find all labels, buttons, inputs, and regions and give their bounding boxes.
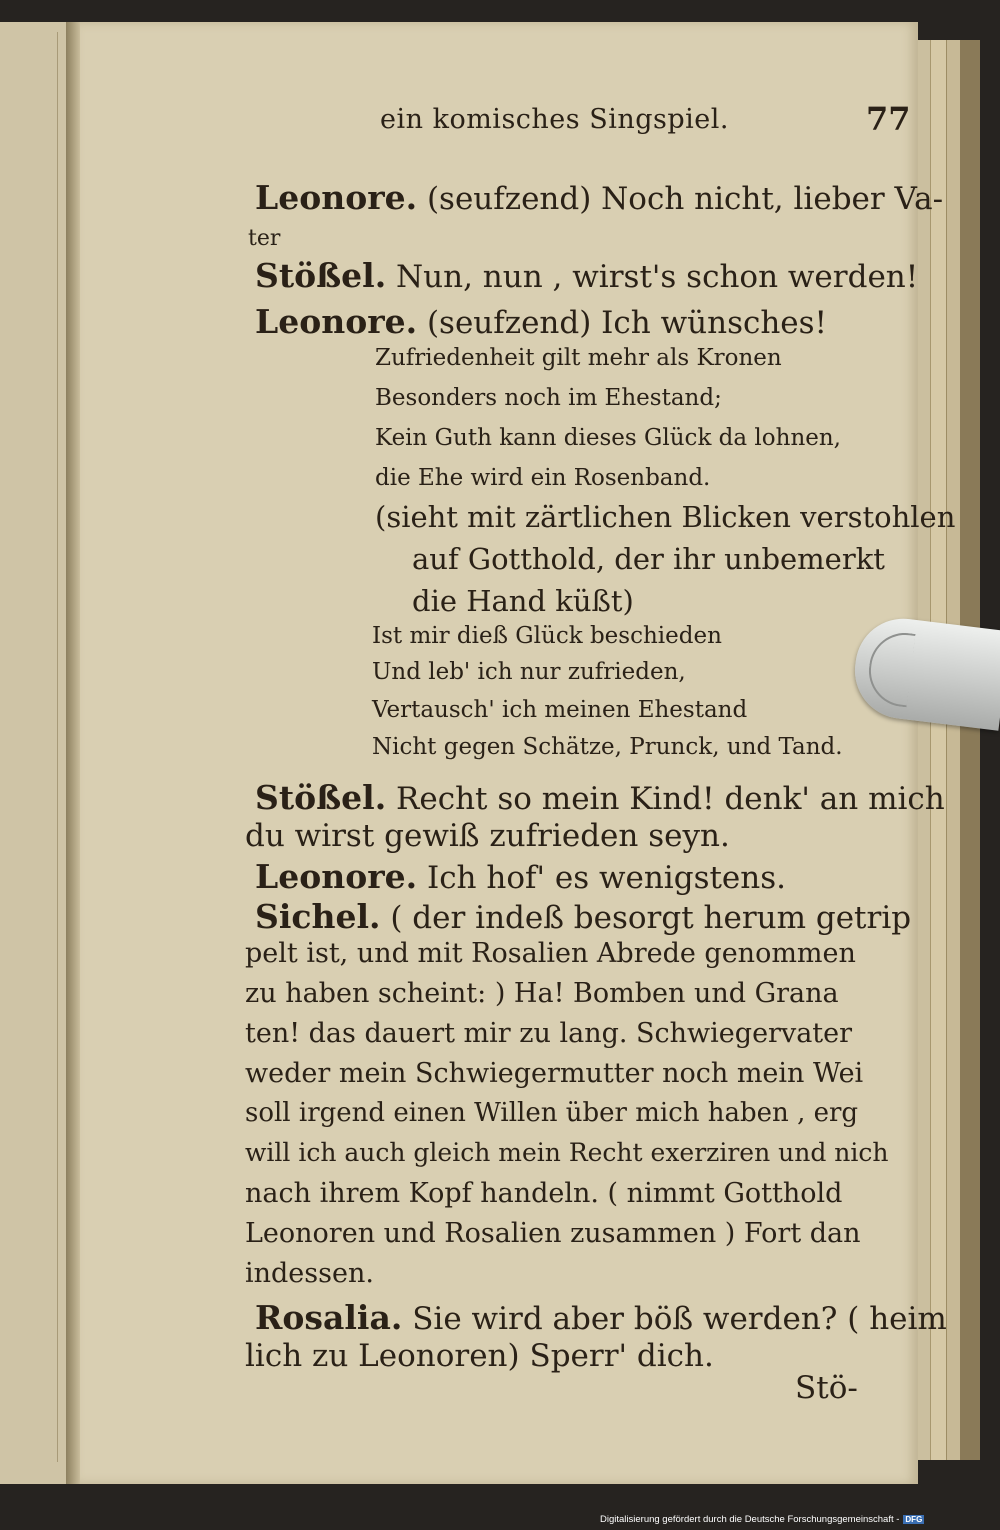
line-text: (seufzend) Ich wünsches! (417, 305, 828, 341)
text-line: ten! das dauert mir zu lang. Schwiegervater (245, 1018, 853, 1049)
text-line (255, 897, 911, 936)
speaker-name: Stößel. (255, 256, 387, 295)
speaker-name: Stößel. (255, 778, 387, 817)
page-number: 77 (866, 100, 911, 138)
text-line: nach ihrem Kopf handeln. ( nimmt Gotthold (245, 1178, 843, 1209)
stage-direction: (sieht mit zärtlichen Blicken verstohlen (375, 500, 956, 534)
text-line: lich zu Leonoren) Sperr' dich. (245, 1338, 714, 1374)
verse-line: Und leb' ich nur zufrieden, (372, 659, 686, 685)
text-line (248, 226, 280, 251)
text-line: zu haben scheint: ) Ha! Bomben und Grana (245, 978, 839, 1009)
verse-line: Nicht gegen Schätze, Prunck, und Tand. (372, 734, 843, 760)
line-text: Sie wird aber böß werden? ( heim (402, 1301, 947, 1337)
catchword: Stö- (795, 1370, 858, 1406)
stage-direction: auf Gotthold, der ihr unbemerkt (412, 542, 885, 576)
line-text: Recht so mein Kind! denk' an mich (386, 781, 945, 817)
speaker-name: Sichel. (255, 897, 381, 936)
text-line: will ich auch gleich mein Recht exerziren und nich (245, 1138, 889, 1167)
text-line: weder mein Schwiegermutter noch mein Wei (245, 1058, 864, 1089)
line-text: Ich hof' es wenigstens. (417, 860, 787, 896)
text-line: indessen. (245, 1258, 374, 1289)
text-line (255, 302, 827, 341)
text-line: du wirst gewiß zufrieden seyn. (245, 818, 730, 854)
speaker-name: Leonore. (255, 302, 418, 341)
text-line (255, 857, 786, 896)
stage-direction: die Hand küßt) (412, 584, 634, 618)
verse-line: Zufriedenheit gilt mehr als Kronen (375, 345, 782, 371)
line-text: ter (248, 226, 281, 251)
text-line: Leonoren und Rosalien zusammen ) Fort dan (245, 1218, 861, 1249)
verse-line: Ist mir dieß Glück beschieden (372, 623, 722, 649)
line-text: (seufzend) Noch nicht, lieber Va- (417, 181, 944, 217)
credit-text: Digitalisierung gefördert durch die Deutsche Forschungsgemeinschaft - (600, 1514, 900, 1525)
text-line (255, 178, 943, 217)
speaker-name: Leonore. (255, 857, 418, 896)
verse-line: Besonders noch im Ehestand; (375, 385, 722, 411)
text-line (255, 778, 945, 817)
text-line: pelt ist, und mit Rosalien Abrede genommen (245, 938, 856, 969)
line-text: ( der indeß besorgt herum getrip (380, 900, 912, 936)
running-title: ein komisches Singspiel. (380, 104, 729, 135)
digitization-credit (600, 1514, 924, 1525)
dfg-logo: DFG (905, 1515, 923, 1524)
verse-line: die Ehe wird ein Rosenband. (375, 465, 711, 491)
speaker-name: Rosalia. (255, 1298, 403, 1337)
line-text: Nun, nun , wirst's schon werden! (386, 259, 919, 295)
text-line (255, 256, 918, 295)
verse-line: Kein Guth kann dieses Glück da lohnen, (375, 425, 841, 451)
verse-line: Vertausch' ich meinen Ehestand (372, 697, 748, 723)
text-line: soll irgend einen Willen über mich haben , erg (245, 1098, 859, 1128)
text-line (255, 1298, 947, 1337)
speaker-name: Leonore. (255, 178, 418, 217)
